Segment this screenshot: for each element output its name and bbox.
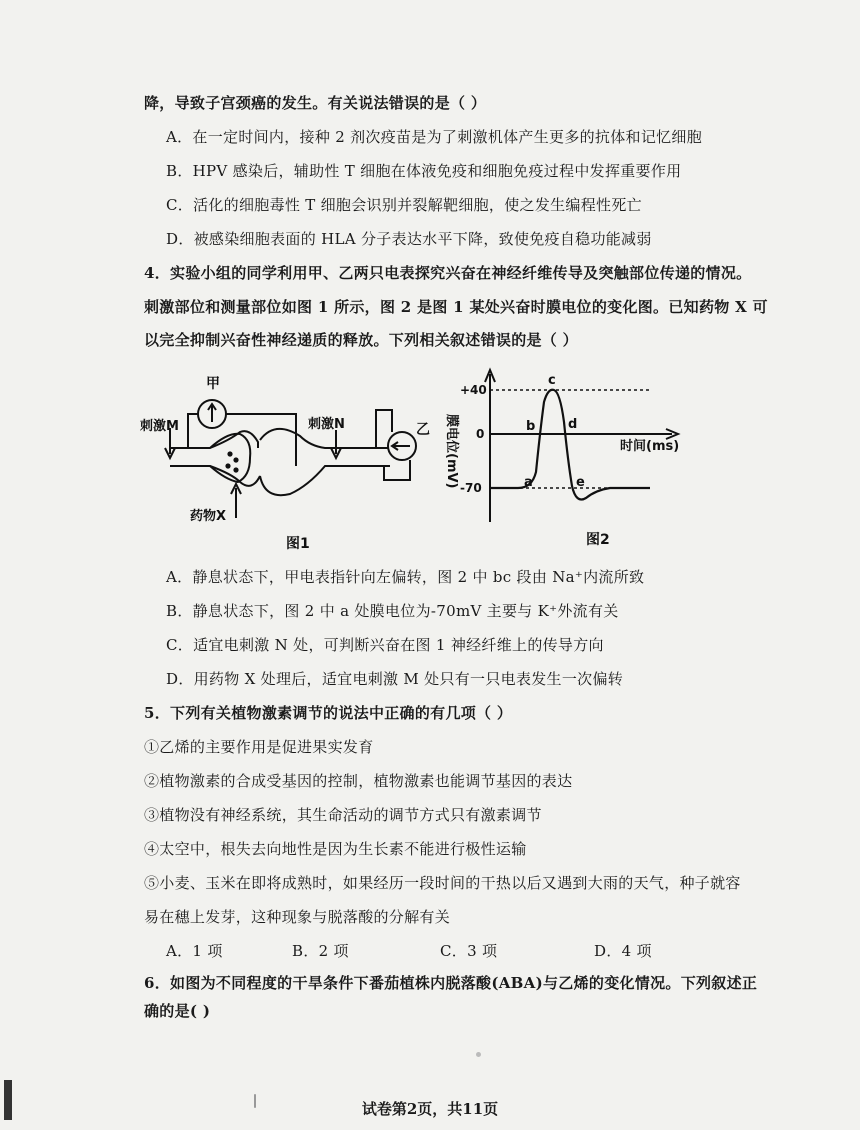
q4-stem-line-3: 以完全抑制兴奋性神经递质的释放。下列相关叙述错误的是（ ） <box>144 331 578 349</box>
stimulus-n-label: 刺激N <box>308 417 345 432</box>
point-c: c <box>548 373 556 388</box>
q4-stem-line-1: 4．实验小组的同学利用甲、乙两只电表探究兴奋在神经纤维传导及突触部位传递的情况。 <box>144 264 752 282</box>
q6-stem-line-1: 6．如图为不同程度的干旱条件下番茄植株内脱落酸(ABA)与乙烯的变化情况。下列叙述正 <box>144 974 758 992</box>
q6-stem-line-2: 确的是( ) <box>144 1002 211 1020</box>
drug-x-label: 药物X <box>190 509 227 524</box>
q4-option-c: C．适宜电刺激 N 处，可判断兴奋在图 1 神经纤维上的传导方向 <box>166 636 604 654</box>
stimulus-m-label: 刺激M <box>140 419 179 434</box>
meter-jia-label: 甲 <box>206 376 220 392</box>
q4-option-b: B．静息状态下，图 2 中 a 处膜电位为-70mV 主要与 K⁺外流有关 <box>166 602 619 620</box>
q3-option-d: D．被感染细胞表面的 HLA 分子表达水平下降，致使免疫自稳功能减弱 <box>166 230 652 248</box>
point-d: d <box>568 417 578 432</box>
q5-choice-b: B．2 项 <box>292 942 349 960</box>
y-axis-label: 膜电位(mV) <box>444 414 459 489</box>
q5-statement-2: ②植物激素的合成受基因的控制，植物激素也能调节基因的表达 <box>144 772 573 790</box>
x-axis-label: 时间(ms) <box>620 439 680 454</box>
q3-option-c: C．活化的细胞毒性 T 细胞会识别并裂解靶细胞，使之发生编程性死亡 <box>166 196 642 214</box>
q5-choice-c: C．3 项 <box>440 942 498 960</box>
figure-1-neuron-diagram <box>140 370 430 560</box>
point-e: e <box>576 475 585 490</box>
q3-stem-tail: 降，导致子宫颈癌的发生。有关说法错误的是（ ） <box>144 94 487 112</box>
q5-choice-d: D．4 项 <box>594 942 652 960</box>
q5-statement-4: ④太空中，根失去向地性是因为生长素不能进行极性运输 <box>144 840 527 858</box>
q3-option-a: A．在一定时间内，接种 2 剂次疫苗是为了刺激机体产生更多的抗体和记忆细胞 <box>166 128 703 146</box>
q5-statement-1: ①乙烯的主要作用是促进果实发育 <box>144 738 374 756</box>
q5-statement-5: ⑤小麦、玉米在即将成熟时，如果经历一段时间的干热以后又遇到大雨的天气，种子就容 <box>144 874 741 892</box>
q3-option-b: B．HPV 感染后，辅助性 T 细胞在体液免疫和细胞免疫过程中发挥重要作用 <box>166 162 682 180</box>
q5-statement-3: ③植物没有神经系统，其生命活动的调节方式只有激素调节 <box>144 806 542 824</box>
q4-stem-line-2: 刺激部位和测量部位如图 1 所示，图 2 是图 1 某处兴奋时膜电位的变化图。已知药物 X 可 <box>144 298 768 316</box>
figure-2-membrane-potential-graph <box>440 362 710 560</box>
q5-stem: 5．下列有关植物激素调节的说法中正确的有几项（ ） <box>144 704 513 722</box>
q4-option-d: D．用药物 X 处理后，适宜电刺激 M 处只有一只电表发生一次偏转 <box>166 670 624 688</box>
point-b: b <box>526 419 536 434</box>
page-footer: 试卷第2页，共11页 <box>361 1100 499 1118</box>
q4-option-a: A．静息状态下，甲电表指针向左偏转，图 2 中 bc 段由 Na⁺内流所致 <box>166 568 645 586</box>
point-a: a <box>524 475 533 490</box>
meter-yi-label: 乙 <box>416 422 430 438</box>
q5-choice-a: A．1 项 <box>166 942 223 960</box>
figure-1-caption: 图1 <box>286 536 310 552</box>
tick-minus-70: -70 <box>460 481 482 495</box>
tick-plus-40: +40 <box>460 383 487 397</box>
figure-2-caption: 图2 <box>586 532 610 548</box>
tick-0: 0 <box>476 427 485 441</box>
scan-speck <box>476 1052 481 1057</box>
q5-statement-5-cont: 易在穗上发芽，这种现象与脱落酸的分解有关 <box>144 908 451 926</box>
